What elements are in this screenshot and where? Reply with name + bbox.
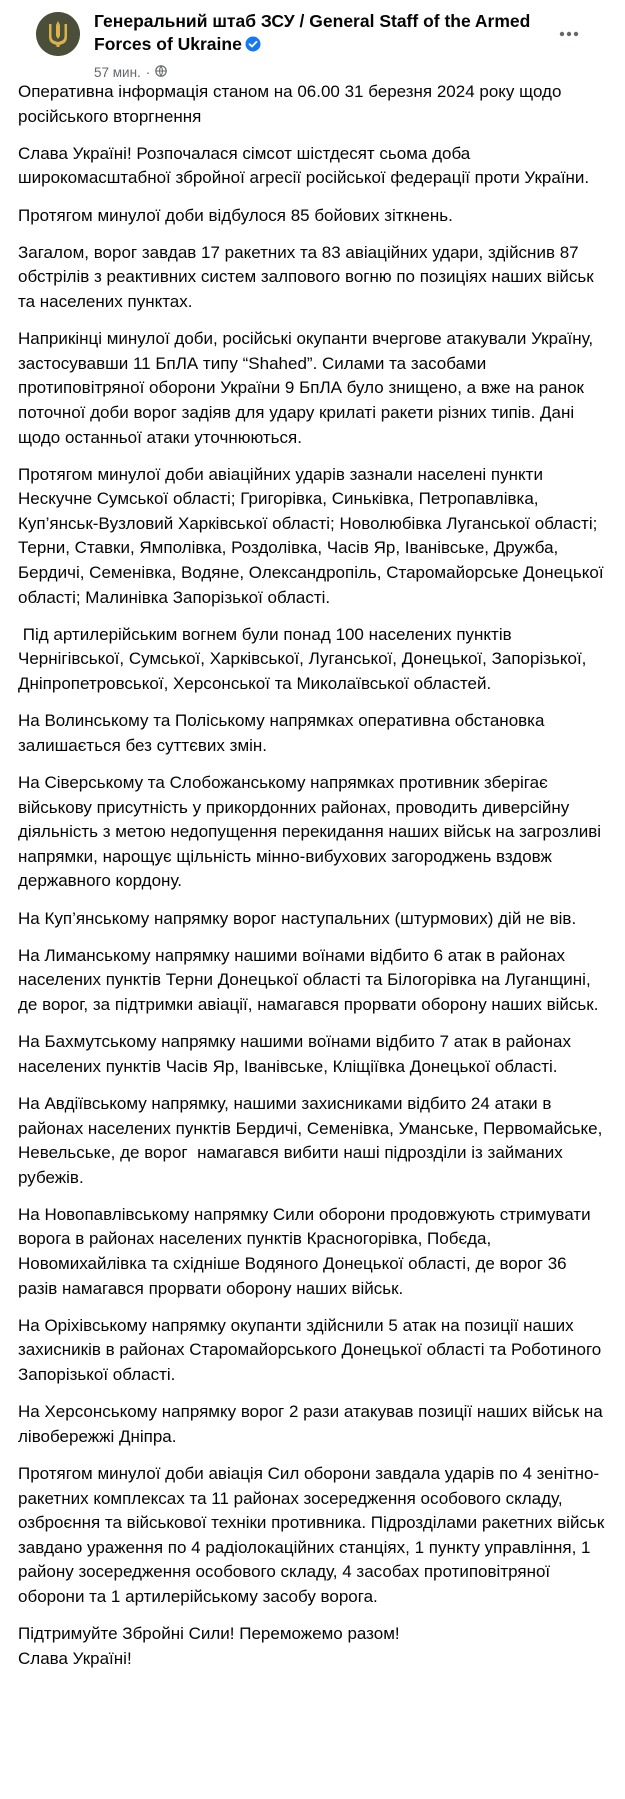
more-options-button[interactable] bbox=[551, 16, 587, 52]
post-paragraph: На Сіверському та Слобожанському напрямках противник зберігає військову присутність у прикордонних районах, проводить диверсійну діяльність з метою недопущення перекидання наших військ на загрозливі напрямки, нарощує щільність мінно-вибухових загороджень вздовж державного кордону. bbox=[18, 773, 606, 891]
post-meta bbox=[94, 65, 564, 80]
trident-shield-icon bbox=[36, 12, 80, 56]
post-paragraph: Протягом минулої доби авіаційних ударів зазнали населені пункти Нескучне Сумської області; Григорівка, Синьківка, Петропавлівка, Куп’янськ-Вузловий Харківської області; Новолюбівка Луганської області; Терни, Ставки, Ямполівка, Роздолівка, Часів Яр, Іванівське, Дружба, Бердичі, Семенівка, Водяне, Олександропіль, Старомайорське Донецької області; Малинівка Запорізької області. bbox=[18, 464, 609, 607]
avatar[interactable] bbox=[36, 12, 80, 56]
author-name[interactable] bbox=[94, 10, 564, 58]
post-paragraph: На Авдіївському напрямку, нашими захисниками відбито 24 атаки в районах населених пунктів Бердичі, Семенівка, Уманське, Первомайське, Невельське, де ворог намагався вибити наші підрозділи із займаних рубежів. bbox=[18, 1093, 608, 1187]
post-paragraph: Слава Україні! Розпочалася сімсот шістдесят сьома доба широкомасштабної збройної агресії російської федерації проти України. bbox=[18, 143, 590, 188]
post-paragraph: Загалом, ворог завдав 17 ракетних та 83 авіаційних удари, здійснив 87 обстрілів з реактивних систем залпового вогню по позиціях наших військ та населених пунктах. bbox=[18, 242, 599, 311]
meta-separator: · bbox=[145, 65, 151, 80]
post-paragraph: На Оріхівському напрямку окупанти здійснили 5 атак на позиції наших захисників в районах Старомайорського Донецької області та Роботиного Запорізької області. bbox=[18, 1315, 606, 1385]
post-paragraph: Протягом минулої доби відбулося 85 бойових зіткнень. bbox=[18, 205, 453, 225]
post-paragraph: На Новопавлівському напрямку Сили оборони продовжують стримувати ворога в районах населених пунктів Красногорівка, Побєда, Новомихайлівка та східніше Водяного Донецької області, де ворог 36 разів намагався прорвати оборону наших військ. bbox=[18, 1204, 596, 1298]
post-paragraph: На Лиманському напрямку нашими воїнами відбито 6 атак в районах населених пунктів Терни Донецької області та Білогорівка на Луганщині, де ворог, за підтримки авіації, намагався прорвати оборону наших військ. bbox=[18, 945, 599, 1014]
author-name-text[interactable]: Генеральний штаб ЗСУ / General Staff of the Armed Forces of Ukraine bbox=[94, 11, 531, 54]
post-paragraph: Підтримуйте Збройні Сили! Переможемо разом! Слава Україні! bbox=[18, 1624, 400, 1668]
post-paragraph: На Бахмутському напрямку нашими воїнами відбито 7 атак в районах населених пунктів Часів Яр, Іванівське, Кліщіївка Донецької області. bbox=[18, 1032, 576, 1076]
post-paragraph: На Херсонському напрямку ворог 2 рази атакував позиції наших військ на лівобережжі Дніпра. bbox=[18, 1402, 608, 1446]
author-block bbox=[94, 10, 564, 80]
post-timestamp[interactable]: 57 мин. bbox=[94, 65, 141, 80]
post-paragraph: Наприкінці минулої доби, російські окупанти вчергове атакували Україну, застосувавши 11 БпЛА типу “Shahed”. Силами та засобами протиповітряної оборони України 9 БпЛА було знищено, а вже на ранок поточної доби ворог задіяв для удару крилаті ракети різних типів. Дані щодо останньої атаки уточнюються. bbox=[18, 329, 598, 447]
post-paragraph: На Волинському та Поліському напрямках оперативна обстановка залишається без суттєвих змін. bbox=[18, 711, 550, 755]
more-options-icon bbox=[559, 31, 579, 37]
post-paragraph: Протягом минулої доби авіація Сил оборони завдала ударів по 4 зенітно-ракетних комплексах та 11 районах зосередження особового складу, озброєння та військової техніки противника. Підрозділами ракетних військ завдано ураження по 4 радіолокаційних станціях, 1 пункту управління, 1 району зосередження особового складу, 4 засобах протиповітряної оборони та 1 артилерійському засобу ворога. bbox=[18, 1464, 609, 1606]
post-header bbox=[18, 0, 607, 80]
verified-badge-icon bbox=[245, 35, 261, 58]
globe-icon bbox=[155, 65, 167, 80]
post-paragraph: Оперативна інформація станом на 06.00 31 березня 2024 року щодо російського вторгнення bbox=[18, 82, 567, 126]
post-paragraph: Під артилерійським вогнем були понад 100 населених пунктів Чернігівської, Сумської, Харківської, Луганської, Донецької, Запорізької, Дніпропетровської, Херсонської та Миколаївської областей. bbox=[18, 624, 592, 694]
post-body bbox=[18, 80, 607, 1671]
post-paragraph: На Куп’янському напрямку ворог наступальних (штурмових) дій не вів. bbox=[18, 908, 577, 928]
